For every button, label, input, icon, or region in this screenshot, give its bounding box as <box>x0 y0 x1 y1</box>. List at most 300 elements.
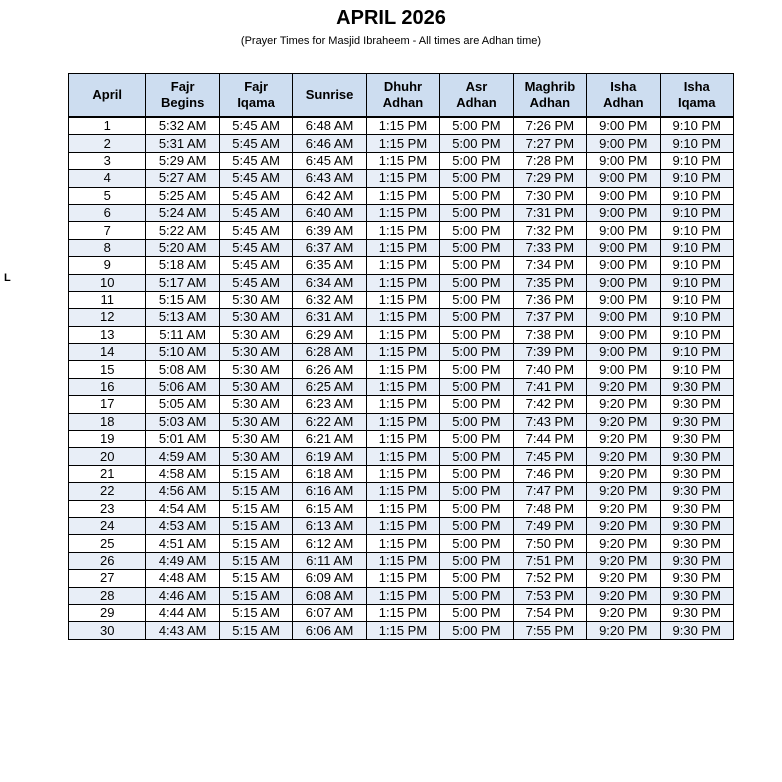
isha-adhan-cell: 9:20 PM <box>587 500 660 517</box>
sunrise-cell: 6:26 AM <box>293 361 366 378</box>
header-day <box>69 74 146 118</box>
fajr-iqama-cell: 5:15 AM <box>219 570 292 587</box>
day-cell: 18 <box>69 413 146 430</box>
fajr-begins-cell: 5:17 AM <box>146 274 219 291</box>
isha-adhan-cell: 9:20 PM <box>587 622 660 639</box>
isha-iqama-cell: 9:10 PM <box>660 187 733 204</box>
header-line-1: Fajr <box>170 79 195 94</box>
maghrib-adhan-cell: 7:42 PM <box>513 396 586 413</box>
maghrib-adhan-cell: 7:51 PM <box>513 552 586 569</box>
sunrise-cell: 6:11 AM <box>293 552 366 569</box>
fajr-begins-cell: 4:48 AM <box>146 570 219 587</box>
dhuhr-adhan-cell: 1:15 PM <box>366 170 439 187</box>
fajr-begins-cell: 5:18 AM <box>146 257 219 274</box>
table-row <box>69 535 734 552</box>
isha-iqama-cell: 9:30 PM <box>660 622 733 639</box>
fajr-iqama-cell: 5:15 AM <box>219 483 292 500</box>
asr-adhan-cell: 5:00 PM <box>440 570 513 587</box>
isha-iqama-cell: 9:30 PM <box>660 448 733 465</box>
fajr-begins-cell: 5:13 AM <box>146 309 219 326</box>
table-row <box>69 117 734 135</box>
sunrise-cell: 6:34 AM <box>293 274 366 291</box>
dhuhr-adhan-cell: 1:15 PM <box>366 448 439 465</box>
asr-adhan-cell: 5:00 PM <box>440 396 513 413</box>
table-row <box>69 483 734 500</box>
maghrib-adhan-cell: 7:55 PM <box>513 622 586 639</box>
isha-iqama-cell: 9:10 PM <box>660 361 733 378</box>
fajr-begins-cell: 5:01 AM <box>146 431 219 448</box>
header-line-2: Iqama <box>237 95 275 110</box>
isha-adhan-cell: 9:20 PM <box>587 570 660 587</box>
day-cell: 28 <box>69 587 146 604</box>
header-line-1: Fajr <box>244 79 269 94</box>
table-row <box>69 552 734 569</box>
fajr-iqama-cell: 5:30 AM <box>219 291 292 308</box>
header-line-1: Asr <box>465 79 488 94</box>
fajr-iqama-cell: 5:30 AM <box>219 396 292 413</box>
table-row <box>69 344 734 361</box>
maghrib-adhan-cell: 7:29 PM <box>513 170 586 187</box>
isha-adhan-cell: 9:20 PM <box>587 483 660 500</box>
day-cell: 6 <box>69 204 146 221</box>
side-mark: L <box>4 272 11 284</box>
fajr-begins-cell: 5:25 AM <box>146 187 219 204</box>
asr-adhan-cell: 5:00 PM <box>440 361 513 378</box>
isha-iqama-cell: 9:30 PM <box>660 396 733 413</box>
day-cell: 23 <box>69 500 146 517</box>
table-row <box>69 152 734 169</box>
isha-iqama-cell: 9:30 PM <box>660 413 733 430</box>
asr-adhan-cell: 5:00 PM <box>440 413 513 430</box>
table-row <box>69 622 734 639</box>
maghrib-adhan-cell: 7:27 PM <box>513 135 586 152</box>
fajr-begins-cell: 4:49 AM <box>146 552 219 569</box>
isha-iqama-cell: 9:30 PM <box>660 431 733 448</box>
asr-adhan-cell: 5:00 PM <box>440 239 513 256</box>
maghrib-adhan-cell: 7:54 PM <box>513 604 586 621</box>
maghrib-adhan-cell: 7:33 PM <box>513 239 586 256</box>
fajr-iqama-cell: 5:15 AM <box>219 552 292 569</box>
asr-adhan-cell: 5:00 PM <box>440 535 513 552</box>
isha-adhan-cell: 9:00 PM <box>587 326 660 343</box>
isha-iqama-cell: 9:30 PM <box>660 587 733 604</box>
asr-adhan-cell: 5:00 PM <box>440 170 513 187</box>
isha-adhan-cell: 9:20 PM <box>587 431 660 448</box>
dhuhr-adhan-cell: 1:15 PM <box>366 413 439 430</box>
fajr-iqama-cell: 5:30 AM <box>219 344 292 361</box>
isha-adhan-cell: 9:20 PM <box>587 517 660 534</box>
dhuhr-adhan-cell: 1:15 PM <box>366 483 439 500</box>
asr-adhan-cell: 5:00 PM <box>440 431 513 448</box>
fajr-begins-cell: 5:29 AM <box>146 152 219 169</box>
sunrise-cell: 6:08 AM <box>293 587 366 604</box>
table-row <box>69 361 734 378</box>
header-line-1: Isha <box>683 79 710 94</box>
asr-adhan-cell: 5:00 PM <box>440 257 513 274</box>
isha-iqama-cell: 9:10 PM <box>660 170 733 187</box>
maghrib-adhan-cell: 7:35 PM <box>513 274 586 291</box>
table-header <box>69 74 734 118</box>
dhuhr-adhan-cell: 1:15 PM <box>366 535 439 552</box>
fajr-begins-cell: 4:59 AM <box>146 448 219 465</box>
fajr-begins-cell: 5:08 AM <box>146 361 219 378</box>
fajr-begins-cell: 4:56 AM <box>146 483 219 500</box>
isha-iqama-cell: 9:30 PM <box>660 465 733 482</box>
isha-adhan-cell: 9:00 PM <box>587 117 660 135</box>
day-cell: 24 <box>69 517 146 534</box>
fajr-iqama-cell: 5:30 AM <box>219 309 292 326</box>
asr-adhan-cell: 5:00 PM <box>440 604 513 621</box>
day-cell: 5 <box>69 187 146 204</box>
fajr-begins-cell: 5:11 AM <box>146 326 219 343</box>
fajr-begins-cell: 4:58 AM <box>146 465 219 482</box>
table-row <box>69 413 734 430</box>
table-row <box>69 431 734 448</box>
isha-adhan-cell: 9:00 PM <box>587 344 660 361</box>
header-line-2: Adhan <box>603 95 644 110</box>
fajr-iqama-cell: 5:15 AM <box>219 587 292 604</box>
sunrise-cell: 6:25 AM <box>293 378 366 395</box>
isha-adhan-cell: 9:00 PM <box>587 257 660 274</box>
fajr-begins-cell: 5:31 AM <box>146 135 219 152</box>
isha-adhan-cell: 9:00 PM <box>587 222 660 239</box>
dhuhr-adhan-cell: 1:15 PM <box>366 622 439 639</box>
isha-adhan-cell: 9:20 PM <box>587 396 660 413</box>
isha-iqama-cell: 9:30 PM <box>660 483 733 500</box>
fajr-iqama-cell: 5:45 AM <box>219 204 292 221</box>
fajr-iqama-cell: 5:30 AM <box>219 326 292 343</box>
fajr-iqama-cell: 5:45 AM <box>219 152 292 169</box>
dhuhr-adhan-cell: 1:15 PM <box>366 431 439 448</box>
table-row <box>69 274 734 291</box>
header-sunrise <box>293 74 366 118</box>
maghrib-adhan-cell: 7:32 PM <box>513 222 586 239</box>
fajr-iqama-cell: 5:30 AM <box>219 448 292 465</box>
day-cell: 30 <box>69 622 146 639</box>
sunrise-cell: 6:12 AM <box>293 535 366 552</box>
header-isha-adhan <box>587 74 660 118</box>
dhuhr-adhan-cell: 1:15 PM <box>366 552 439 569</box>
header-fajr-iqama <box>219 74 292 118</box>
maghrib-adhan-cell: 7:48 PM <box>513 500 586 517</box>
day-cell: 29 <box>69 604 146 621</box>
fajr-iqama-cell: 5:30 AM <box>219 378 292 395</box>
dhuhr-adhan-cell: 1:15 PM <box>366 344 439 361</box>
isha-iqama-cell: 9:10 PM <box>660 117 733 135</box>
sunrise-cell: 6:06 AM <box>293 622 366 639</box>
sunrise-cell: 6:15 AM <box>293 500 366 517</box>
table-row <box>69 309 734 326</box>
fajr-begins-cell: 4:46 AM <box>146 587 219 604</box>
day-cell: 15 <box>69 361 146 378</box>
maghrib-adhan-cell: 7:38 PM <box>513 326 586 343</box>
isha-iqama-cell: 9:10 PM <box>660 152 733 169</box>
table-row <box>69 257 734 274</box>
day-cell: 26 <box>69 552 146 569</box>
isha-adhan-cell: 9:20 PM <box>587 465 660 482</box>
maghrib-adhan-cell: 7:46 PM <box>513 465 586 482</box>
fajr-iqama-cell: 5:45 AM <box>219 117 292 135</box>
dhuhr-adhan-cell: 1:15 PM <box>366 274 439 291</box>
page-title: APRIL 2026 <box>336 7 446 29</box>
isha-adhan-cell: 9:20 PM <box>587 604 660 621</box>
asr-adhan-cell: 5:00 PM <box>440 326 513 343</box>
header-line-1: Dhuhr <box>383 79 423 94</box>
isha-iqama-cell: 9:30 PM <box>660 378 733 395</box>
header-row <box>69 74 734 118</box>
sunrise-cell: 6:35 AM <box>293 257 366 274</box>
sunrise-cell: 6:45 AM <box>293 152 366 169</box>
prayer-times-table <box>68 73 734 640</box>
dhuhr-adhan-cell: 1:15 PM <box>366 257 439 274</box>
isha-adhan-cell: 9:00 PM <box>587 152 660 169</box>
isha-iqama-cell: 9:10 PM <box>660 204 733 221</box>
maghrib-adhan-cell: 7:39 PM <box>513 344 586 361</box>
isha-iqama-cell: 9:30 PM <box>660 517 733 534</box>
day-cell: 8 <box>69 239 146 256</box>
header-line-2: Iqama <box>677 95 716 110</box>
dhuhr-adhan-cell: 1:15 PM <box>366 239 439 256</box>
isha-iqama-cell: 9:30 PM <box>660 535 733 552</box>
header-line-1: Sunrise <box>305 87 354 102</box>
day-cell: 17 <box>69 396 146 413</box>
sunrise-cell: 6:21 AM <box>293 431 366 448</box>
header-isha-iqama <box>660 74 733 118</box>
sunrise-cell: 6:23 AM <box>293 396 366 413</box>
day-cell: 25 <box>69 535 146 552</box>
asr-adhan-cell: 5:00 PM <box>440 448 513 465</box>
maghrib-adhan-cell: 7:36 PM <box>513 291 586 308</box>
sunrise-cell: 6:16 AM <box>293 483 366 500</box>
table-row <box>69 517 734 534</box>
fajr-iqama-cell: 5:15 AM <box>219 465 292 482</box>
isha-adhan-cell: 9:20 PM <box>587 413 660 430</box>
fajr-iqama-cell: 5:15 AM <box>219 622 292 639</box>
table-row <box>69 135 734 152</box>
dhuhr-adhan-cell: 1:15 PM <box>366 326 439 343</box>
isha-iqama-cell: 9:10 PM <box>660 344 733 361</box>
maghrib-adhan-cell: 7:44 PM <box>513 431 586 448</box>
fajr-iqama-cell: 5:45 AM <box>219 239 292 256</box>
sunrise-cell: 6:22 AM <box>293 413 366 430</box>
day-cell: 14 <box>69 344 146 361</box>
isha-iqama-cell: 9:10 PM <box>660 135 733 152</box>
asr-adhan-cell: 5:00 PM <box>440 500 513 517</box>
isha-adhan-cell: 9:20 PM <box>587 587 660 604</box>
isha-adhan-cell: 9:00 PM <box>587 309 660 326</box>
maghrib-adhan-cell: 7:31 PM <box>513 204 586 221</box>
asr-adhan-cell: 5:00 PM <box>440 117 513 135</box>
isha-iqama-cell: 9:10 PM <box>660 274 733 291</box>
isha-iqama-cell: 9:10 PM <box>660 309 733 326</box>
asr-adhan-cell: 5:00 PM <box>440 187 513 204</box>
fajr-begins-cell: 4:44 AM <box>146 604 219 621</box>
maghrib-adhan-cell: 7:28 PM <box>513 152 586 169</box>
day-cell: 16 <box>69 378 146 395</box>
isha-adhan-cell: 9:20 PM <box>587 552 660 569</box>
fajr-iqama-cell: 5:45 AM <box>219 170 292 187</box>
table-row <box>69 587 734 604</box>
isha-adhan-cell: 9:20 PM <box>587 448 660 465</box>
isha-adhan-cell: 9:00 PM <box>587 291 660 308</box>
isha-adhan-cell: 9:00 PM <box>587 239 660 256</box>
header-asr-adhan <box>440 74 513 118</box>
isha-adhan-cell: 9:00 PM <box>587 204 660 221</box>
day-cell: 11 <box>69 291 146 308</box>
dhuhr-adhan-cell: 1:15 PM <box>366 187 439 204</box>
isha-iqama-cell: 9:10 PM <box>660 326 733 343</box>
fajr-begins-cell: 5:22 AM <box>146 222 219 239</box>
fajr-iqama-cell: 5:30 AM <box>219 431 292 448</box>
header-maghrib-adhan <box>513 74 586 118</box>
header-line-2: Adhan <box>382 95 424 110</box>
fajr-begins-cell: 4:43 AM <box>146 622 219 639</box>
isha-iqama-cell: 9:10 PM <box>660 222 733 239</box>
table-row <box>69 239 734 256</box>
table-row <box>69 396 734 413</box>
dhuhr-adhan-cell: 1:15 PM <box>366 204 439 221</box>
isha-iqama-cell: 9:10 PM <box>660 291 733 308</box>
isha-adhan-cell: 9:00 PM <box>587 361 660 378</box>
dhuhr-adhan-cell: 1:15 PM <box>366 570 439 587</box>
dhuhr-adhan-cell: 1:15 PM <box>366 135 439 152</box>
maghrib-adhan-cell: 7:52 PM <box>513 570 586 587</box>
day-cell: 21 <box>69 465 146 482</box>
fajr-begins-cell: 5:15 AM <box>146 291 219 308</box>
fajr-iqama-cell: 5:15 AM <box>219 500 292 517</box>
header-line-1: April <box>92 87 123 102</box>
table-row <box>69 448 734 465</box>
sunrise-cell: 6:28 AM <box>293 344 366 361</box>
sunrise-cell: 6:09 AM <box>293 570 366 587</box>
table-row <box>69 187 734 204</box>
fajr-begins-cell: 5:05 AM <box>146 396 219 413</box>
dhuhr-adhan-cell: 1:15 PM <box>366 309 439 326</box>
fajr-iqama-cell: 5:45 AM <box>219 135 292 152</box>
header-dhuhr-adhan <box>366 74 439 118</box>
sunrise-cell: 6:46 AM <box>293 135 366 152</box>
maghrib-adhan-cell: 7:43 PM <box>513 413 586 430</box>
dhuhr-adhan-cell: 1:15 PM <box>366 152 439 169</box>
table-row <box>69 170 734 187</box>
isha-iqama-cell: 9:10 PM <box>660 239 733 256</box>
fajr-iqama-cell: 5:15 AM <box>219 604 292 621</box>
dhuhr-adhan-cell: 1:15 PM <box>366 587 439 604</box>
table-row <box>69 378 734 395</box>
maghrib-adhan-cell: 7:49 PM <box>513 517 586 534</box>
fajr-begins-cell: 5:32 AM <box>146 117 219 135</box>
table-row <box>69 465 734 482</box>
asr-adhan-cell: 5:00 PM <box>440 204 513 221</box>
asr-adhan-cell: 5:00 PM <box>440 152 513 169</box>
isha-adhan-cell: 9:00 PM <box>587 274 660 291</box>
maghrib-adhan-cell: 7:50 PM <box>513 535 586 552</box>
fajr-iqama-cell: 5:45 AM <box>219 274 292 291</box>
maghrib-adhan-cell: 7:53 PM <box>513 587 586 604</box>
sunrise-cell: 6:48 AM <box>293 117 366 135</box>
fajr-begins-cell: 4:53 AM <box>146 517 219 534</box>
sunrise-cell: 6:32 AM <box>293 291 366 308</box>
sunrise-cell: 6:19 AM <box>293 448 366 465</box>
asr-adhan-cell: 5:00 PM <box>440 222 513 239</box>
dhuhr-adhan-cell: 1:15 PM <box>366 378 439 395</box>
dhuhr-adhan-cell: 1:15 PM <box>366 117 439 135</box>
asr-adhan-cell: 5:00 PM <box>440 291 513 308</box>
fajr-iqama-cell: 5:45 AM <box>219 222 292 239</box>
fajr-begins-cell: 5:20 AM <box>146 239 219 256</box>
asr-adhan-cell: 5:00 PM <box>440 622 513 639</box>
dhuhr-adhan-cell: 1:15 PM <box>366 291 439 308</box>
asr-adhan-cell: 5:00 PM <box>440 344 513 361</box>
day-cell: 1 <box>69 117 146 135</box>
asr-adhan-cell: 5:00 PM <box>440 465 513 482</box>
table-row <box>69 204 734 221</box>
day-cell: 19 <box>69 431 146 448</box>
dhuhr-adhan-cell: 1:15 PM <box>366 465 439 482</box>
dhuhr-adhan-cell: 1:15 PM <box>366 500 439 517</box>
day-cell: 12 <box>69 309 146 326</box>
day-cell: 10 <box>69 274 146 291</box>
table-row <box>69 222 734 239</box>
table-row <box>69 291 734 308</box>
fajr-iqama-cell: 5:15 AM <box>219 517 292 534</box>
fajr-iqama-cell: 5:45 AM <box>219 187 292 204</box>
sunrise-cell: 6:18 AM <box>293 465 366 482</box>
day-cell: 3 <box>69 152 146 169</box>
day-cell: 13 <box>69 326 146 343</box>
fajr-iqama-cell: 5:15 AM <box>219 535 292 552</box>
header-fajr-begins <box>146 74 219 118</box>
header-line-1: Isha <box>610 79 637 94</box>
day-cell: 9 <box>69 257 146 274</box>
isha-iqama-cell: 9:30 PM <box>660 604 733 621</box>
dhuhr-adhan-cell: 1:15 PM <box>366 396 439 413</box>
asr-adhan-cell: 5:00 PM <box>440 483 513 500</box>
maghrib-adhan-cell: 7:26 PM <box>513 117 586 135</box>
maghrib-adhan-cell: 7:37 PM <box>513 309 586 326</box>
isha-iqama-cell: 9:30 PM <box>660 500 733 517</box>
fajr-iqama-cell: 5:30 AM <box>219 413 292 430</box>
sunrise-cell: 6:13 AM <box>293 517 366 534</box>
asr-adhan-cell: 5:00 PM <box>440 517 513 534</box>
isha-adhan-cell: 9:20 PM <box>587 378 660 395</box>
sunrise-cell: 6:29 AM <box>293 326 366 343</box>
maghrib-adhan-cell: 7:47 PM <box>513 483 586 500</box>
day-cell: 20 <box>69 448 146 465</box>
table-row <box>69 326 734 343</box>
asr-adhan-cell: 5:00 PM <box>440 135 513 152</box>
header-line-2: Adhan <box>529 95 571 110</box>
dhuhr-adhan-cell: 1:15 PM <box>366 222 439 239</box>
table-row <box>69 604 734 621</box>
isha-adhan-cell: 9:00 PM <box>587 170 660 187</box>
sunrise-cell: 6:42 AM <box>293 187 366 204</box>
sunrise-cell: 6:43 AM <box>293 170 366 187</box>
dhuhr-adhan-cell: 1:15 PM <box>366 517 439 534</box>
maghrib-adhan-cell: 7:41 PM <box>513 378 586 395</box>
isha-adhan-cell: 9:00 PM <box>587 187 660 204</box>
asr-adhan-cell: 5:00 PM <box>440 274 513 291</box>
maghrib-adhan-cell: 7:30 PM <box>513 187 586 204</box>
isha-iqama-cell: 9:30 PM <box>660 570 733 587</box>
day-cell: 27 <box>69 570 146 587</box>
maghrib-adhan-cell: 7:34 PM <box>513 257 586 274</box>
asr-adhan-cell: 5:00 PM <box>440 309 513 326</box>
fajr-iqama-cell: 5:30 AM <box>219 361 292 378</box>
maghrib-adhan-cell: 7:40 PM <box>513 361 586 378</box>
dhuhr-adhan-cell: 1:15 PM <box>366 361 439 378</box>
maghrib-adhan-cell: 7:45 PM <box>513 448 586 465</box>
